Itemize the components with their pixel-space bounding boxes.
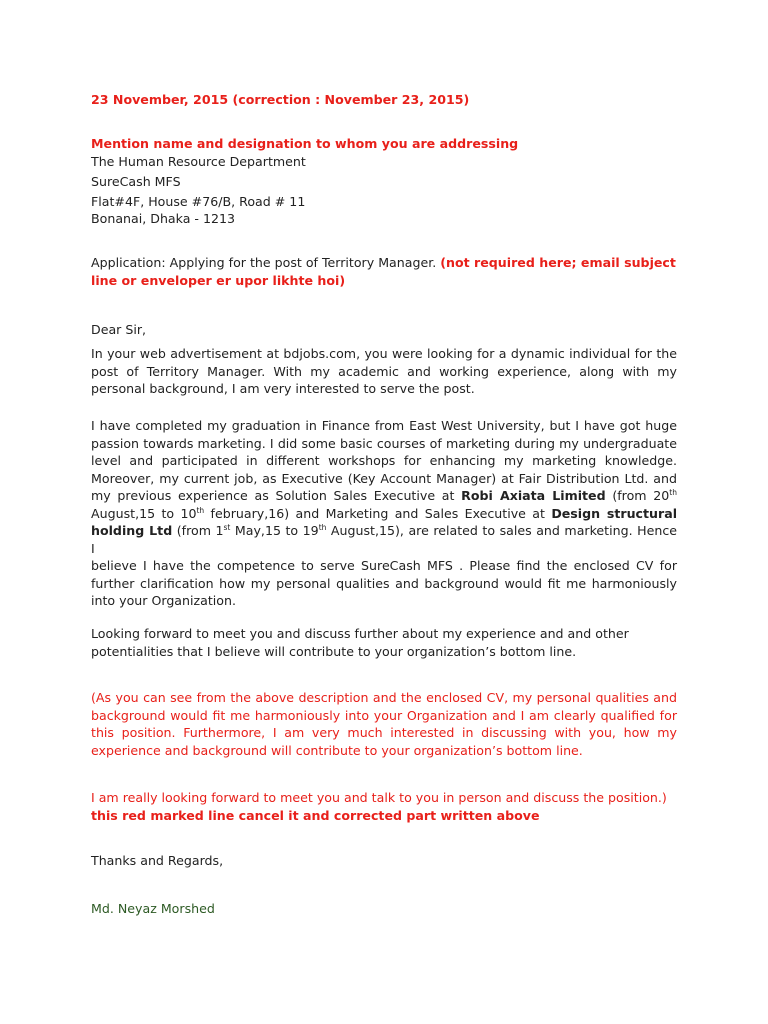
address-instruction: Mention name and designation to whom you are addressing — [91, 136, 519, 151]
address-line: The Human Resource Department — [91, 154, 306, 169]
salutation: Dear Sir, — [91, 322, 147, 337]
closing: Thanks and Regards, — [91, 853, 224, 868]
application-note: line or enveloper er upor likhte hoi) — [91, 272, 346, 288]
application-subject — [91, 254, 677, 289]
date-line: 23 November, 2015 (correction : November 23, 2015) — [91, 92, 470, 107]
company-name: Robi Axiata Limited — [461, 488, 606, 503]
application-note: (not required here; email subject — [440, 255, 676, 270]
paragraph-advertisement: In your web advertisement at bdjobs.com, you were looking for a dynamic individual for the post of Territory Manager. With my academic and working experience, along with my personal background, I am very interested to serve the post. — [91, 346, 677, 396]
address-line: Bonanai, Dhaka - 1213 — [91, 211, 236, 226]
paragraph-cancelled-description: (As you can see from the above description and the enclosed CV, my personal qualities and background would fit me harmoniously into your Organization and I am clearly qualified for this position. Furthermore, I am very much interested in discussing with you, how my experience and background will contribute to your organization’s bottom line. — [91, 690, 677, 758]
company-name: holding Ltd — [91, 523, 173, 538]
paragraph-cancelled-note: I am really looking forward to meet you and talk to you in person and discuss the position.) this red marked line cancel it and corrected part written above — [91, 789, 677, 824]
paragraph-experience: I have completed my graduation in Finance from East West University, but I have got huge passion towards marketing. I did some basic courses of marketing during my undergraduate level and participated in different workshops for enhancing my marketing knowledge. Moreover, my current job, as Executive (Key Account Manager) at Fair Distribution Ltd. and my previous experience as Solution Sales Executive at Robi Axiata Limited (from 20th August,15 to 10th february,16) and Marketing and Sales Executive at Design structural holding Ltd (from 1st May,15 to 19th August,15), are related to sales and marketing. Hence I believe I have the competence to serve SureCash MFS . Please find the enclosed CV for further clarification how my personal qualities and background would fit me harmoniously into your Organization. — [91, 418, 678, 608]
address-line: SureCash MFS — [91, 174, 181, 189]
company-name: Design structural — [551, 505, 678, 521]
application-text: Application: Applying for the post of Territory Manager. — [91, 255, 441, 270]
correction-note: this red marked line cancel it and corrected part written above — [91, 807, 540, 823]
paragraph-looking-forward: Looking forward to meet you and discuss further about my experience and and other potentialities that I believe will contribute to your organization’s bottom line. — [91, 626, 629, 659]
recipient-address — [91, 153, 677, 228]
address-line: Flat#4F, House #76/B, Road # 11 — [91, 194, 306, 209]
signature-name: Md. Neyaz Morshed — [91, 901, 215, 916]
website-name: bdjobs.com — [283, 346, 357, 361]
